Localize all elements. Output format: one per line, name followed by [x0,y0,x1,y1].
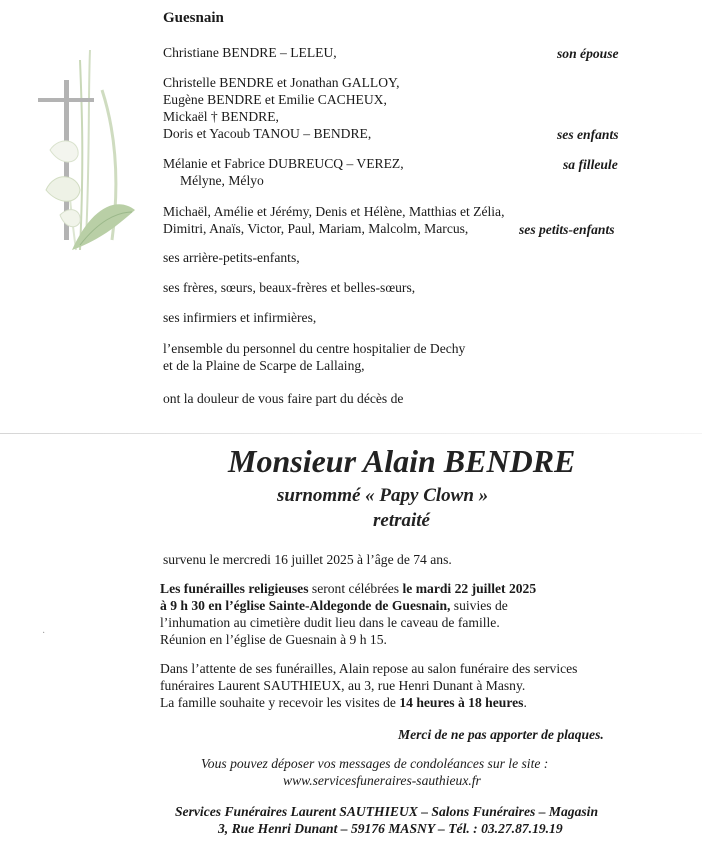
fold-line [0,433,702,434]
status: retraité [373,510,430,531]
death-line: survenu le mercredi 16 juillet 2025 à l’âge de 74 ans. [163,552,452,567]
announcement-line: ont la douleur de vous faire part du décès de [163,391,404,406]
child-line: Christelle BENDRE et Jonathan GALLOY, [163,75,400,90]
visit-prefix: La famille souhaite y recevoir les visites de [160,695,400,710]
funeral-mid: seront célébrées [308,581,403,596]
goddaughter-line: Mélanie et Fabrice DUBREUCQ – VEREZ, [163,156,404,171]
footer-line-1: Services Funéraires Laurent SAUTHIEUX – Salons Funéraires – Magasin [175,804,598,819]
rest-line-3 [160,694,527,711]
role-children: ses enfants [557,127,619,142]
nickname: surnommé « Papy Clown » [277,485,489,506]
goddaughter-line: Mélyne, Mélyo [180,173,264,188]
deceased-name: Monsieur Alain BENDRE [228,443,576,479]
rest-line-2: funéraires Laurent SAUTHIEUX, au 3, rue Henri Dunant à Masny. [160,678,526,693]
funeral-line-3: l’inhumation au cimetière dudit lieu dans le caveau de famille. [160,615,500,630]
funeral-line-2 [160,597,508,614]
child-line: Doris et Yacoub TANOU – BENDRE, [163,126,372,141]
visit-end: . [523,695,527,710]
funeral-line-1 [160,580,536,597]
funeral-place: à 9 h 30 en l’église Sainte-Aldegonde de Guesnain, [160,598,451,613]
hospital-line: l’ensemble du personnel du centre hospitalier de Dechy [163,341,466,356]
visit-hours: 14 heures à 18 heures [399,695,524,710]
child-line: Mickaël † BENDRE, [163,109,279,124]
condolence-url: www.servicesfuneraires-sauthieux.fr [283,773,481,788]
funeral-date: le mardi 22 juillet 2025 [402,581,537,596]
role-spouse: son épouse [557,46,619,61]
town-name: Guesnain [163,10,224,26]
footer-line-2: 3, Rue Henri Dunant – 59176 MASNY – Tél. : 03.27.87.19.19 [218,821,563,836]
no-plaques-note: Merci de ne pas apporter de plaques. [398,727,604,742]
funeral-line-4: Réunion en l’église de Guesnain à 9 h 15. [160,632,387,647]
hospital-line: et de la Plaine de Scarpe de Lallaing, [163,358,365,373]
siblings-line: ses frères, sœurs, beaux-frères et belles-sœurs, [163,280,416,295]
nurses-line: ses infirmiers et infirmières, [163,310,317,325]
cross-lily-decoration [20,40,140,270]
role-goddaughter: sa filleule [563,157,618,172]
grandchild-line: Michaël, Amélie et Jérémy, Denis et Hélène, Matthias et Zélia, [163,204,505,219]
funeral-bold: Les funérailles religieuses [160,581,309,596]
spouse-line: Christiane BENDRE – LELEU, [163,45,337,60]
child-line: Eugène BENDRE et Emilie CACHEUX, [163,92,387,107]
grandchild-line: Dimitri, Anaïs, Victor, Paul, Mariam, Malcolm, Marcus, [163,221,469,236]
funeral-suffix: suivies de [450,598,508,613]
scan-speck: · [42,628,46,639]
rest-line-1: Dans l’attente de ses funérailles, Alain repose au salon funéraire des services [160,661,578,676]
condolence-line: Vous pouvez déposer vos messages de condoléances sur le site : [201,756,549,771]
great-grandchildren-line: ses arrière-petits-enfants, [163,250,300,265]
role-grandchildren: ses petits-enfants [519,222,615,237]
